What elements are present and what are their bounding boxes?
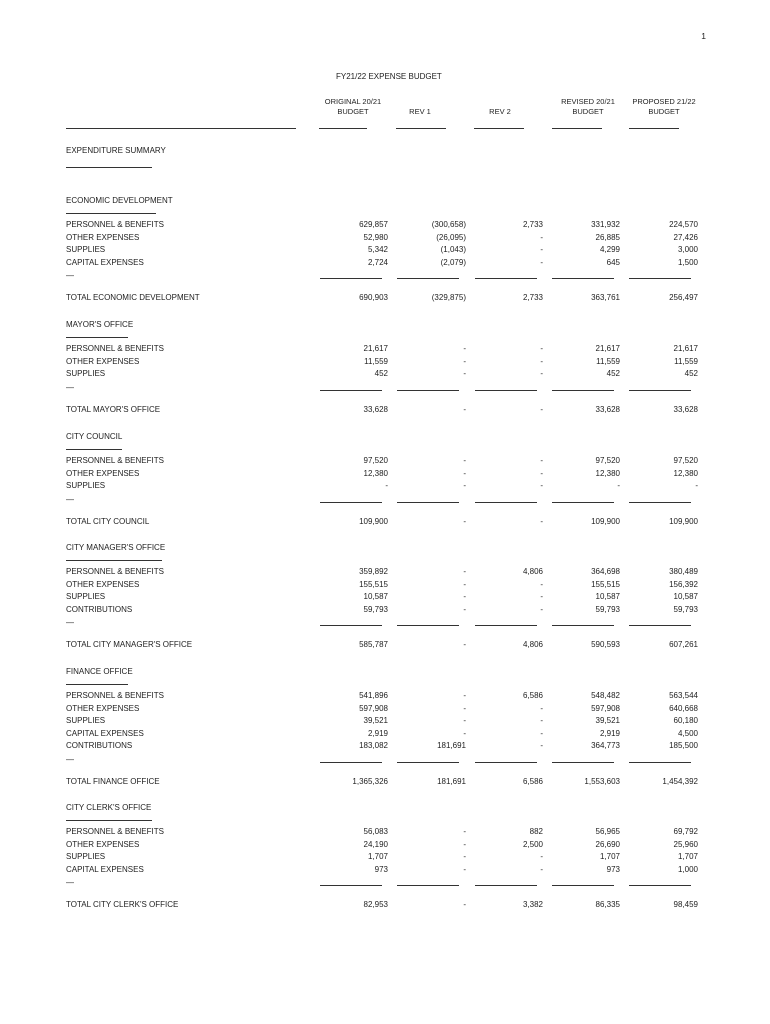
line-item-value: 359,892 [359,567,388,576]
subtotal-rule [397,502,459,503]
section-total-value: 1,454,392 [662,777,698,786]
line-item-value: 181,691 [437,741,466,751]
subtotal-rule [320,278,382,279]
line-item-label: CAPITAL EXPENSES [66,728,144,738]
line-item-value: 10,587 [673,592,698,602]
line-item-value: 224,570 [669,220,698,229]
line-item-value: - [540,741,543,751]
column-header-rev1 [380,97,460,117]
subtotal-rule [629,762,691,763]
line-item-value: 973 [374,864,388,874]
line-item-value: - [463,579,466,589]
line-item-value: 25,960 [673,839,698,849]
line-item-value: - [463,839,466,849]
section-total-value: - [463,404,466,414]
section-heading: ECONOMIC DEVELOPMENT [66,196,173,205]
line-item-value: - [463,691,466,700]
line-item-label: OTHER EXPENSES [66,232,140,242]
section-heading-underline [66,449,122,450]
line-item-value: 1,707 [599,852,620,862]
section-total-value: 181,691 [437,777,466,786]
subtotal-rule [475,762,537,763]
subtotal-rule [552,278,614,279]
section-heading-underline [66,337,128,338]
line-item-value: 973 [606,864,620,874]
summary-heading-underline [66,167,152,168]
subtotal-rule [475,390,537,391]
line-item-value: (1,043) [440,245,466,255]
subtotal-rule [397,885,459,886]
line-item-value: - [463,827,466,836]
line-item-label: OTHER EXPENSES [66,579,140,589]
line-item-label: OTHER EXPENSES [66,703,140,713]
column-header-rev2 [460,97,540,117]
line-item-value: 2,500 [522,839,543,849]
line-item-value: 59,793 [363,604,388,614]
line-item-value: 541,896 [359,691,388,700]
line-item-value: 21,617 [595,344,620,353]
line-item-value: 364,773 [591,741,620,751]
line-item-label: PERSONNEL & BENEFITS [66,220,164,229]
line-item-value: 597,908 [359,703,388,713]
line-item-value: 11,559 [364,356,388,366]
line-item-value: 563,544 [669,691,698,700]
line-item-label: PERSONNEL & BENEFITS [66,567,164,576]
section-total-label: TOTAL CITY COUNCIL [66,516,150,526]
line-item-value: - [463,456,466,465]
line-item-value: 21,617 [673,344,698,353]
section-total-value: 4,806 [522,640,543,650]
line-item-value: 155,515 [591,579,620,589]
line-item-value: - [463,852,466,862]
line-item-value: 12,380 [673,468,698,478]
line-item-value: 97,520 [673,456,698,465]
end-mark: — [66,271,74,281]
section-total-value: - [540,404,543,414]
line-item-value: - [463,356,466,366]
section-heading-underline [66,213,156,214]
line-item-label: CAPITAL EXPENSES [66,864,144,874]
line-item-value: 2,733 [522,220,543,229]
section-total-value: - [463,900,466,910]
end-mark: — [66,755,74,764]
header-rule-label [66,128,296,129]
subtotal-rule [629,885,691,886]
line-item-label: OTHER EXPENSES [66,468,140,478]
line-item-value: 452 [684,369,698,379]
line-item-value: 26,690 [595,839,620,849]
line-item-value: (2,079) [440,257,466,267]
line-item-value: 380,489 [669,567,698,576]
line-item-label: SUPPLIES [66,245,106,255]
end-mark: — [66,494,74,504]
section-total-label: TOTAL MAYOR'S OFFICE [66,404,161,414]
line-item-value: 1,000 [677,864,698,874]
section-total-value: 109,900 [669,516,698,526]
header-rule-proposed [629,128,679,129]
line-item-value: - [540,344,543,353]
line-item-value: 39,521 [363,716,388,726]
line-item-value: 56,083 [363,827,388,836]
column-header-line1: PROPOSED 21/22 [632,97,696,106]
subtotal-rule [629,502,691,503]
line-item-label: OTHER EXPENSES [66,356,140,366]
section-total-value: - [463,516,466,526]
line-item-value: - [463,369,466,379]
end-mark: — [66,618,74,628]
subtotal-rule [552,762,614,763]
line-item-value: 56,965 [595,827,620,836]
line-item-value: 183,082 [359,741,388,751]
line-item-value: - [540,232,543,242]
line-item-value: (300,658) [431,220,466,229]
line-item-value: - [695,481,698,491]
section-total-value: 1,365,326 [352,777,388,786]
section-heading: FINANCE OFFICE [66,667,133,676]
header-rule-revised [552,128,602,129]
end-mark: — [66,382,74,392]
subtotal-rule [629,625,691,626]
line-item-value: 12,380 [595,468,620,478]
line-item-value: - [540,852,543,862]
line-item-value: 12,380 [363,468,388,478]
line-item-label: PERSONNEL & BENEFITS [66,344,164,353]
line-item-value: 3,000 [677,245,698,255]
line-item-value: 26,885 [595,232,620,242]
line-item-value: - [540,703,543,713]
line-item-value: - [540,468,543,478]
subtotal-rule [320,762,382,763]
line-item-value: 185,500 [669,741,698,751]
section-total-label: TOTAL CITY CLERK'S OFFICE [66,900,179,910]
line-item-label: PERSONNEL & BENEFITS [66,827,164,836]
line-item-value: - [463,468,466,478]
section-total-label: TOTAL CITY MANAGER'S OFFICE [66,640,193,650]
document-title: FY21/22 EXPENSE BUDGET [336,72,442,81]
column-header-line2: BUDGET [572,107,604,116]
line-item-value: - [463,481,466,491]
line-item-label: SUPPLIES [66,592,106,602]
line-item-value: - [463,344,466,353]
line-item-value: 364,698 [591,567,620,576]
line-item-value: 882 [529,827,543,836]
column-header-revised [548,97,628,117]
subtotal-rule [397,278,459,279]
line-item-value: 6,586 [522,691,543,700]
line-item-value: 331,932 [591,220,620,229]
line-item-value: 10,587 [363,592,388,602]
line-item-label: CAPITAL EXPENSES [66,257,144,267]
section-heading: CITY MANAGER'S OFFICE [66,543,166,552]
section-total-value: 6,586 [522,777,543,786]
section-total-value: 690,903 [359,293,388,303]
line-item-label: SUPPLIES [66,481,106,491]
subtotal-rule [397,625,459,626]
line-item-label: SUPPLIES [66,369,106,379]
subtotal-rule [320,885,382,886]
section-total-value: 33,628 [363,404,388,414]
line-item-label: SUPPLIES [66,852,106,862]
column-header-line1: ORIGINAL 20/21 [324,97,382,106]
section-total-value: 2,733 [522,293,543,303]
line-item-value: 59,793 [595,604,620,614]
column-header-line2: BUDGET [337,107,369,116]
line-item-value: 1,500 [677,257,698,267]
summary-heading: EXPENDITURE SUMMARY [66,146,166,155]
section-heading-underline [66,560,162,561]
line-item-value: 97,520 [595,456,620,465]
section-heading: CITY CLERK'S OFFICE [66,803,152,812]
section-total-value: (329,875) [431,293,466,303]
line-item-value: 52,980 [363,232,388,242]
column-header-line2: REV 2 [489,107,511,116]
subtotal-rule [475,885,537,886]
section-total-value: - [463,640,466,650]
subtotal-rule [475,625,537,626]
subtotal-rule [320,390,382,391]
subtotal-rule [475,502,537,503]
line-item-value: 24,190 [363,839,388,849]
section-total-value: 33,628 [595,404,620,414]
line-item-value: 2,919 [367,728,388,738]
line-item-value: - [540,257,543,267]
line-item-value: 4,500 [677,728,698,738]
header-rule-rev1 [396,128,446,129]
line-item-value: 4,806 [522,567,543,576]
column-header-line2: BUDGET [648,107,680,116]
section-heading-underline [66,684,128,685]
subtotal-rule [320,502,382,503]
line-item-value: 11,559 [596,356,620,366]
line-item-value: 97,520 [363,456,388,465]
section-total-label: TOTAL FINANCE OFFICE [66,777,160,786]
column-header-line1 [380,97,460,107]
section-total-value: 82,953 [363,900,388,910]
column-header-line1 [460,97,540,107]
line-item-value: - [463,604,466,614]
line-item-value: 2,724 [367,257,388,267]
line-item-value: - [540,481,543,491]
section-total-value: 86,335 [595,900,620,910]
line-item-value: 21,617 [363,344,388,353]
line-item-value: 452 [374,369,388,379]
line-item-value: 39,521 [595,716,620,726]
line-item-value: - [540,604,543,614]
section-total-value: 3,382 [522,900,543,910]
page-number: 1 [701,31,706,41]
line-item-value: - [463,864,466,874]
line-item-value: 597,908 [591,703,620,713]
header-rule-original [319,128,367,129]
line-item-value: 11,559 [674,356,698,366]
subtotal-rule [629,390,691,391]
section-heading-underline [66,820,152,821]
line-item-label: SUPPLIES [66,716,106,726]
line-item-value: 1,707 [677,852,698,862]
header-rule-rev2 [474,128,524,129]
line-item-value: 60,180 [673,716,698,726]
subtotal-rule [397,762,459,763]
line-item-value: 2,919 [599,728,620,738]
line-item-label: CONTRIBUTIONS [66,741,133,751]
section-total-value: 607,261 [669,640,698,650]
line-item-value: 640,668 [669,703,698,713]
line-item-value: 548,482 [591,691,620,700]
line-item-value: 59,793 [673,604,698,614]
line-item-value: - [540,245,543,255]
line-item-value: 645 [606,257,620,267]
line-item-value: (26,095) [436,232,466,242]
section-total-value: 1,553,603 [584,777,620,786]
section-heading: CITY COUNCIL [66,432,123,441]
subtotal-rule [552,625,614,626]
line-item-value: 5,342 [367,245,388,255]
subtotal-rule [552,502,614,503]
line-item-value: - [463,716,466,726]
section-total-value: 109,900 [359,516,388,526]
line-item-value: - [540,579,543,589]
section-total-value: 256,497 [669,293,698,303]
subtotal-rule [552,390,614,391]
line-item-value: - [540,356,543,366]
line-item-value: - [540,369,543,379]
section-total-value: 109,900 [591,516,620,526]
line-item-label: PERSONNEL & BENEFITS [66,456,164,465]
line-item-value: - [540,456,543,465]
section-total-value: 33,628 [673,404,698,414]
subtotal-rule [320,625,382,626]
line-item-value: 155,515 [359,579,388,589]
column-header-line1: REVISED 20/21 [561,97,615,106]
line-item-value: - [463,567,466,576]
column-header-line2: REV 1 [409,107,431,116]
section-total-value: 98,459 [673,900,698,910]
line-item-label: CONTRIBUTIONS [66,604,133,614]
subtotal-rule [552,885,614,886]
line-item-label: OTHER EXPENSES [66,839,140,849]
line-item-value: - [540,592,543,602]
line-item-value: 629,857 [359,220,388,229]
line-item-value: - [463,592,466,602]
line-item-value: 69,792 [673,827,698,836]
line-item-value: - [385,481,388,491]
subtotal-rule [629,278,691,279]
line-item-value: - [463,728,466,738]
line-item-value: 1,707 [367,852,388,862]
section-heading: MAYOR'S OFFICE [66,320,134,329]
line-item-value: - [540,716,543,726]
line-item-label: PERSONNEL & BENEFITS [66,691,164,700]
line-item-value: 4,299 [599,245,620,255]
line-item-value: 156,392 [669,579,698,589]
subtotal-rule [475,278,537,279]
subtotal-rule [397,390,459,391]
section-total-value: 363,761 [591,293,620,303]
line-item-value: - [540,728,543,738]
line-item-value: - [540,864,543,874]
line-item-value: 452 [606,369,620,379]
line-item-value: - [617,481,620,491]
section-total-label: TOTAL ECONOMIC DEVELOPMENT [66,293,200,303]
column-header-proposed [624,97,704,117]
section-total-value: 590,593 [591,640,620,650]
line-item-value: 27,426 [673,232,698,242]
line-item-value: 10,587 [595,592,620,602]
section-total-value: 585,787 [359,640,388,650]
line-item-value: - [463,703,466,713]
end-mark: — [66,878,74,888]
section-total-value: - [540,516,543,526]
